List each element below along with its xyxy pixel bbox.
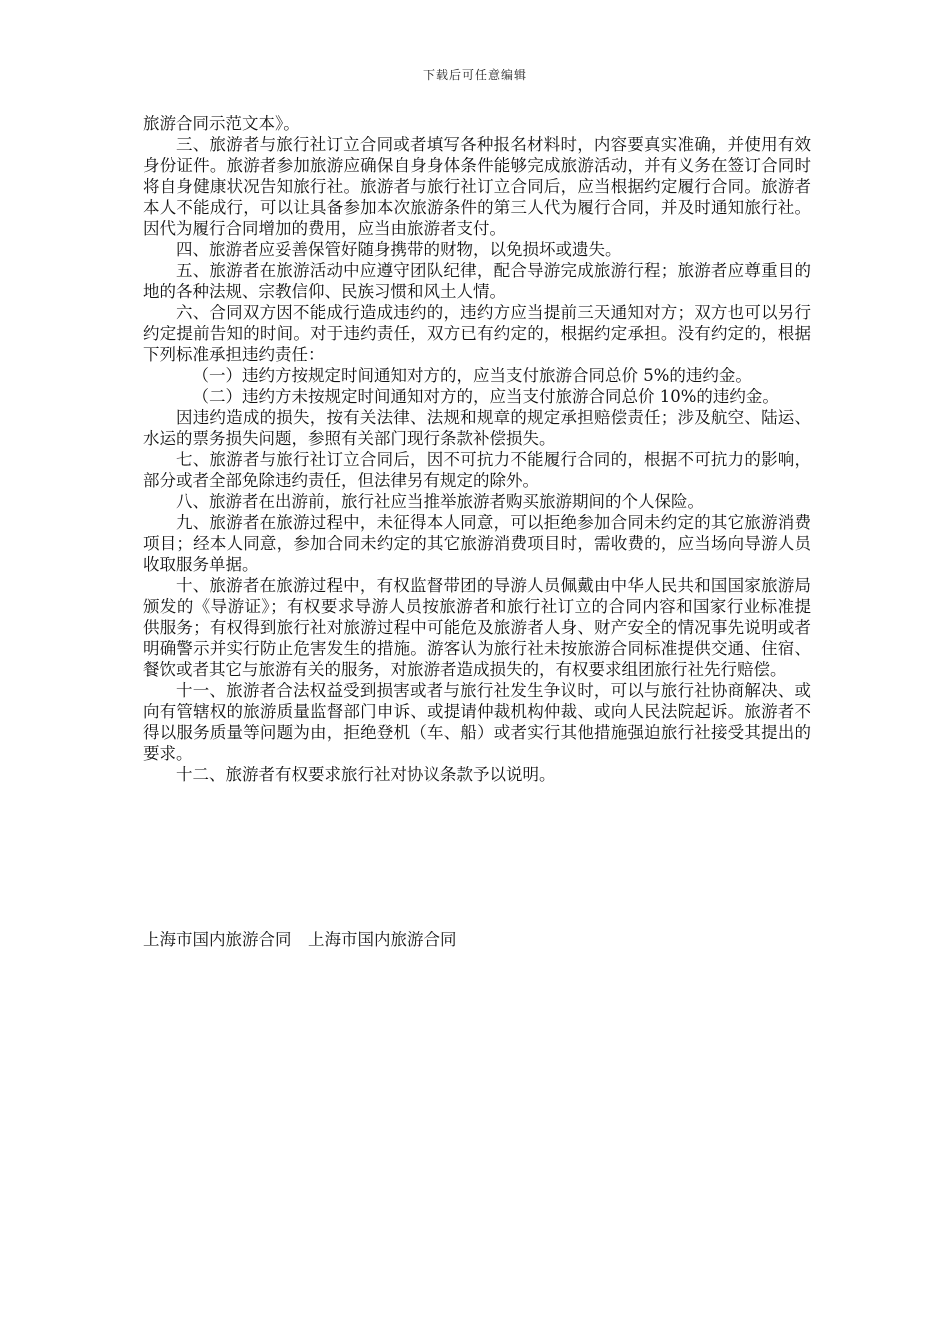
paragraph-clause-10: 十、旅游者在旅游过程中，有权监督带团的导游人员佩戴由中华人民共和国国家旅游局颁发的《导游证》；有权要求导游人员按旅游者和旅行社订立的合同内容和国家行业标准提供服务；有权得到旅行社对旅游过程中可能危及旅游者人身、财产安全的情况事先说明或者明确警示并实行防止危害发生的措施。游客认为旅行社未按旅游合同标准提供交通、住宿、餐饮或者其它与旅游有关的服务，对旅游者造成损失的，有权要求组团旅行社先行赔偿。 <box>143 576 811 679</box>
paragraph-clause-6-losses: 因违约造成的损失，按有关法律、法规和规章的规定承担赔偿责任；涉及航空、陆运、水运的票务损失问题，参照有关部门现行条款补偿损失。 <box>143 408 811 448</box>
paragraph-clause-4: 四、旅游者应妥善保管好随身携带的财物，以免损坏或遗失。 <box>176 240 622 259</box>
paragraph-0: 旅游合同示范文本》。 <box>143 114 300 133</box>
paragraph-clause-5: 五、旅游者在旅游活动中应遵守团队纪律，配合导游完成旅游行程；旅游者应尊重目的地的各种法规、宗教信仰、民族习惯和风土人情。 <box>143 261 811 301</box>
paragraph-clause-6-item-1: （一）违约方按规定时间通知对方的，应当支付旅游合同总价 5%的违约金。 <box>192 366 752 385</box>
paragraph-clause-7: 七、旅游者与旅行社订立合同后，因不可抗力不能履行合同的，根据不可抗力的影响，部分或者全部免除违约责任，但法律另有规定的除外。 <box>143 450 811 490</box>
paragraph-clause-12: 十二、旅游者有权要求旅行社对协议条款予以说明。 <box>176 765 556 784</box>
paragraph-clause-6-item-2: （二）违约方未按规定时间通知对方的，应当支付旅游合同总价 10%的违约金。 <box>192 387 779 406</box>
paragraph-clause-6: 六、合同双方因不能成行造成违约的，违约方应当提前三天通知对方；双方也可以另行约定提前告知的时间。对于违约责任，双方已有约定的，根据约定承担。没有约定的，根据下列标准承担违约责任： <box>143 303 811 364</box>
paragraph-clause-8: 八、旅游者在出游前，旅行社应当推举旅游者购买旅游期间的个人保险。 <box>176 492 704 511</box>
document-footer: 上海市国内旅游合同 上海市国内旅游合同 <box>143 930 457 949</box>
contract-body <box>143 113 811 785</box>
page-header: 下载后可任意编辑 <box>422 68 527 82</box>
paragraph-clause-11: 十一、旅游者合法权益受到损害或者与旅行社发生争议时，可以与旅行社协商解决、或向有管辖权的旅游质量监督部门申诉、或提请仲裁机构仲裁、或向人民法院起诉。旅游者不得以服务质量等问题为由，拒绝登机（车、船）或者实行其他措施强迫旅行社接受其提出的要求。 <box>143 681 811 763</box>
paragraph-clause-3: 三、旅游者与旅行社订立合同或者填写各种报名材料时，内容要真实准确，并使用有效身份证件。旅游者参加旅游应确保自身身体条件能够完成旅游活动，并有义务在签订合同时将自身健康状况告知旅行社。旅游者与旅行社订立合同后，应当根据约定履行合同。旅游者本人不能成行，可以让具备参加本次旅游条件的第三人代为履行合同，并及时通知旅行社。因代为履行合同增加的费用，应当由旅游者支付。 <box>143 135 811 238</box>
paragraph-clause-9: 九、旅游者在旅游过程中，未征得本人同意，可以拒绝参加合同未约定的其它旅游消费项目；经本人同意，参加合同未约定的其它旅游消费项目时，需收费的，应当场向导游人员收取服务单据。 <box>143 513 811 574</box>
